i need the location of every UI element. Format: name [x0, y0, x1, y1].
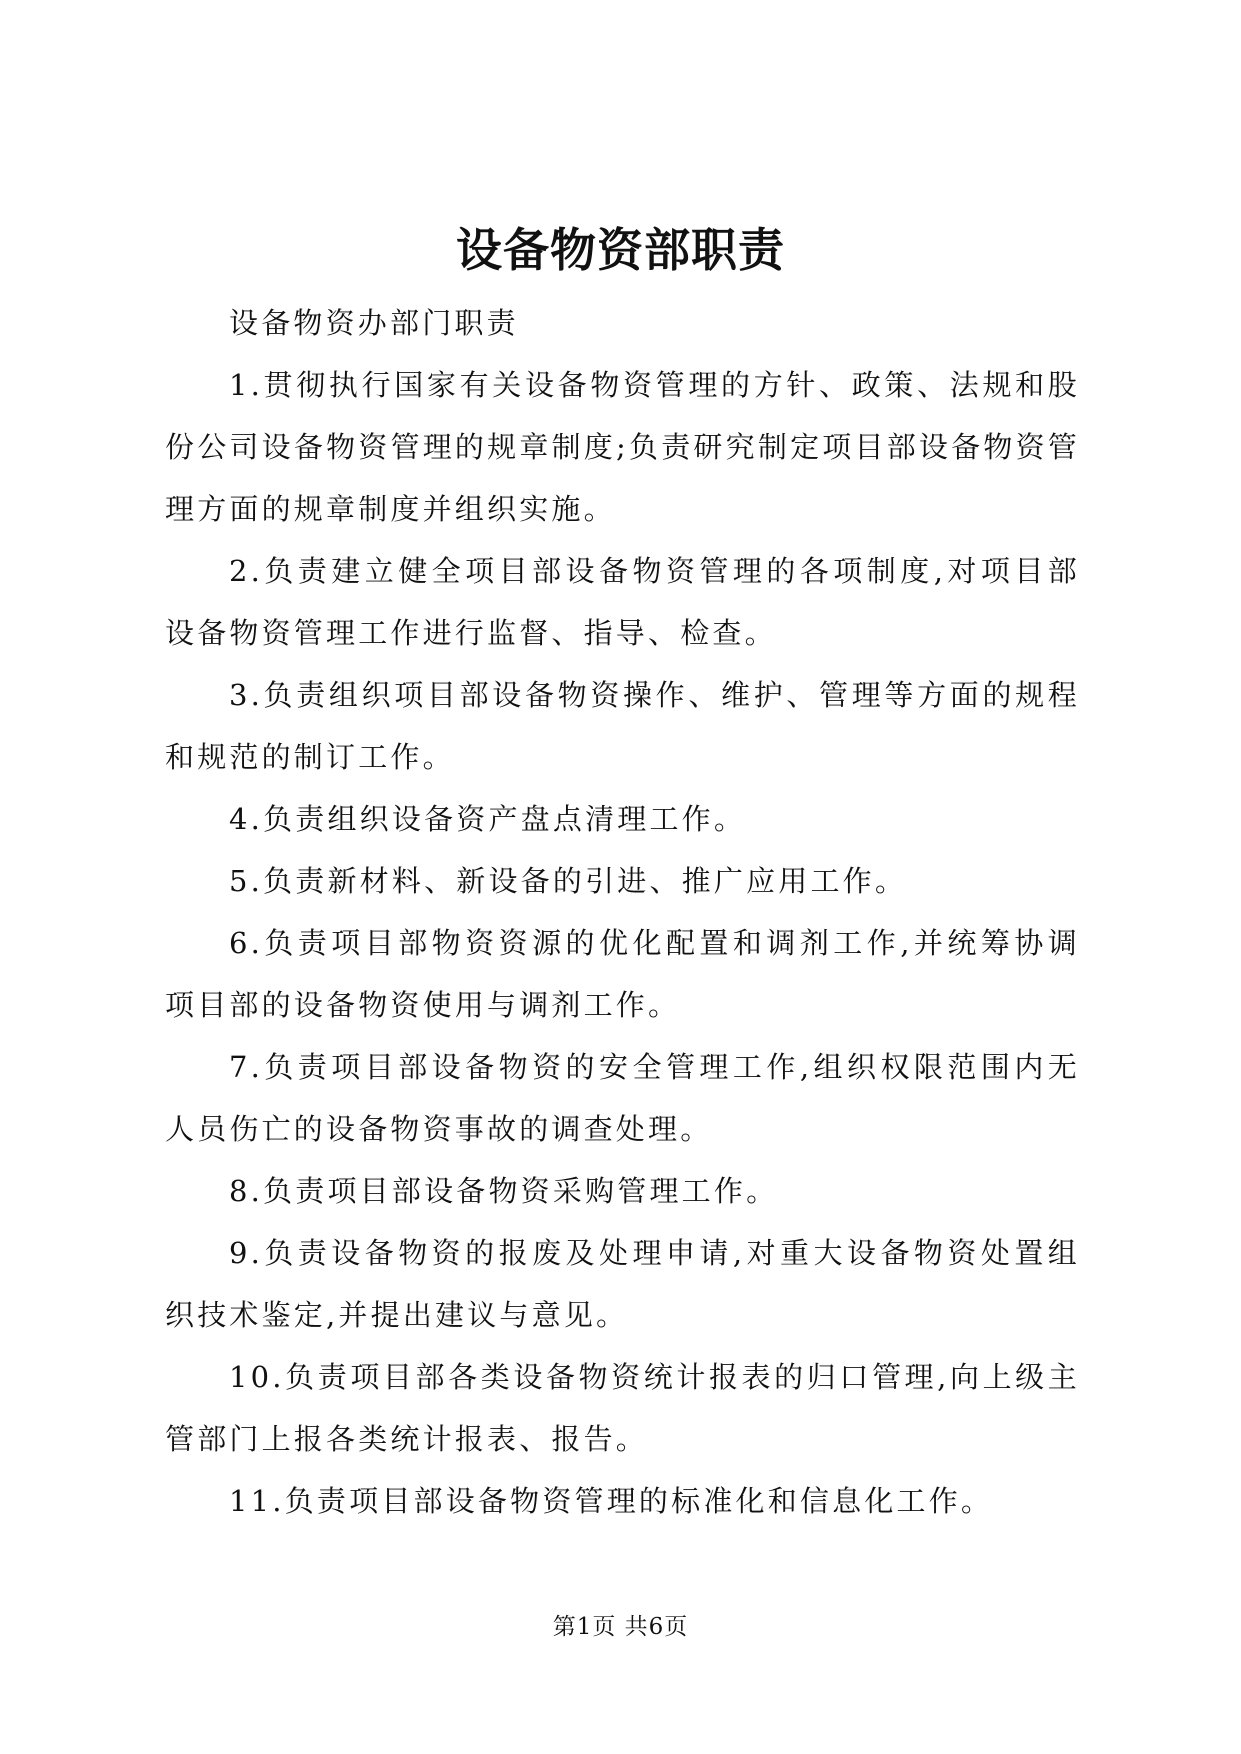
paragraph: 1.贯彻执行国家有关设备物资管理的方针、政策、法规和股份公司设备物资管理的规章制度;负责研究制定项目部设备物资管理方面的规章制度并组织实施。 — [165, 368, 1080, 526]
paragraph: 3.负责组织项目部设备物资操作、维护、管理等方面的规程和规范的制订工作。 — [165, 678, 1080, 774]
paragraph: 设备物资办部门职责 — [229, 306, 519, 340]
page-number-footer: 第1页 共6页 — [552, 1614, 689, 1640]
paragraph: 11.负责项目部设备物资管理的标准化和信息化工作。 — [229, 1484, 994, 1518]
paragraph: 9.负责设备物资的报废及处理申请,对重大设备物资处置组织技术鉴定,并提出建议与意见。 — [165, 1236, 1080, 1332]
paragraph: 8.负责项目部设备物资采购管理工作。 — [229, 1174, 779, 1208]
document-title: 设备物资部职责 — [456, 223, 785, 277]
document-body — [165, 292, 1080, 1532]
paragraph: 10.负责项目部各类设备物资统计报表的归口管理,向上级主管部门上报各类统计报表、报告。 — [165, 1360, 1080, 1456]
paragraph: 5.负责新材料、新设备的引进、推广应用工作。 — [229, 864, 908, 898]
paragraph: 7.负责项目部设备物资的安全管理工作,组织权限范围内无人员伤亡的设备物资事故的调查处理。 — [165, 1050, 1080, 1146]
paragraph: 4.负责组织设备资产盘点清理工作。 — [229, 802, 747, 836]
paragraph: 6.负责项目部物资资源的优化配置和调剂工作,并统筹协调项目部的设备物资使用与调剂工作。 — [165, 926, 1080, 1022]
paragraph: 2.负责建立健全项目部设备物资管理的各项制度,对项目部设备物资管理工作进行监督、指导、检查。 — [165, 554, 1080, 650]
